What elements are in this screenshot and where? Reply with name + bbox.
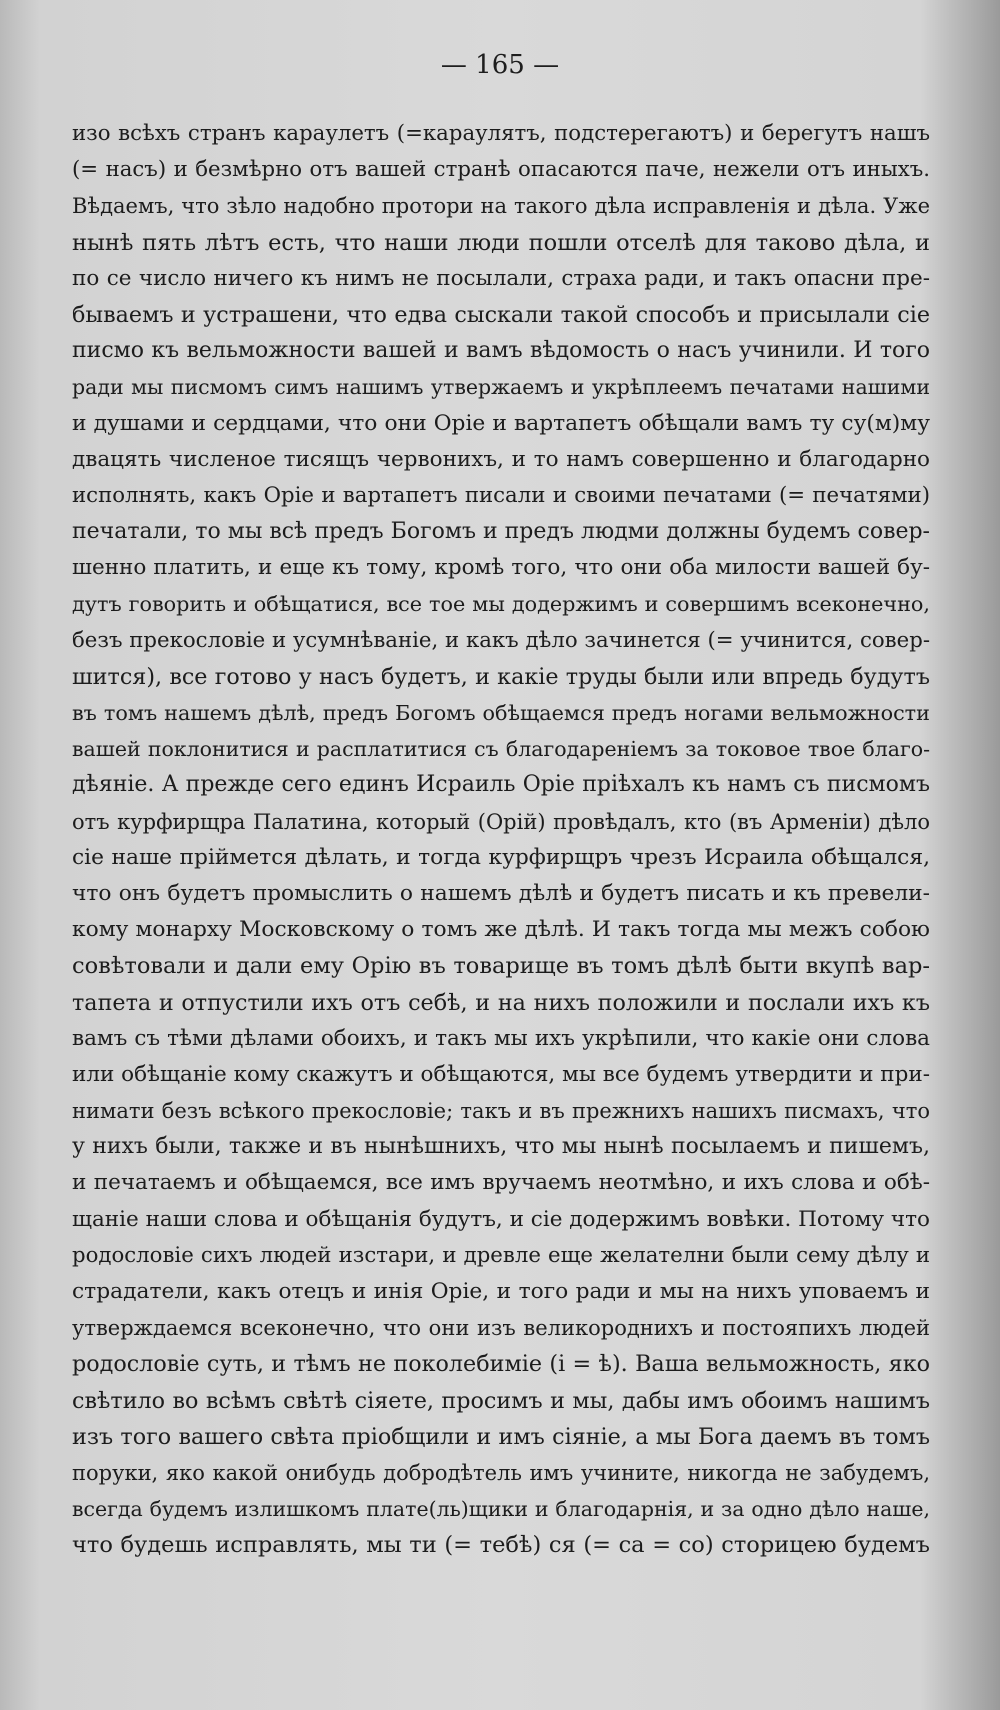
text-line: поруки, яко какой онибудь добродѣтель имъ учините, никогда не забудемъ, (72, 1460, 930, 1485)
text-line: сіе наше пріймется дѣлать, и тогда курфирщръ чрезъ Исраила обѣщался, (72, 844, 930, 870)
text-line: Вѣдаемъ, что зѣло надобно протори на такого дѣла исправленія и дѣла. Уже (72, 194, 930, 219)
text-line: и душами и сердцами, что они Оріе и вартапетъ обѣщали вамъ ту су(м)му (72, 410, 930, 436)
text-line: отъ курфирщра Палатина, который (Орій) провѣдалъ, кто (въ Арменіи) дѣло (72, 809, 930, 834)
text-line: у нихъ были, также и въ нынѣшнихъ, что мы нынѣ посылаемъ и пишемъ, (72, 1134, 930, 1160)
text-line: родословіе суть, и тѣмъ не поколебиміе (і = ѣ). Ваша вельможность, яко (72, 1351, 930, 1378)
text-line: дѣяніе. А прежде сего единъ Исраиль Оріе пріѣхалъ къ намъ съ писмомъ (72, 772, 930, 798)
text-line: шенно платить, и еще къ тому, кромѣ того, что они оба милости вашей бу- (72, 555, 930, 581)
text-line: страдатели, какъ отецъ и инія Оріе, и того ради и мы на нихъ уповаемъ и (72, 1279, 930, 1304)
text-line: изо всѣхъ странъ караулетъ (=караулятъ, подстерегаютъ) и берегутъ нашъ (72, 121, 930, 146)
text-line: въ томъ нашемъ дѣлѣ, предъ Богомъ обѣщаемся предъ ногами вельможности (72, 701, 930, 725)
text-line: или обѣщаніе кому скажутъ и обѣщаются, мы все будемъ утвердити и при- (72, 1061, 930, 1087)
page-number: — 165 — (440, 50, 560, 80)
text-line: (= насъ) и безмѣрно отъ вашей странѣ опасаются паче, нежели отъ иныхъ. (72, 157, 930, 183)
text-line: двацять численое тисящъ червонихъ, и то намъ совершенно и благодарно (72, 446, 930, 472)
text-line: что будешь исправлять, мы ти (= тебѣ) ся (= са = со) сторицею будемъ (72, 1532, 930, 1559)
text-line: бываемъ и устрашени, что едва сыскали такой способъ и присылали сіе (72, 301, 930, 328)
text-line: всегда будемъ излишкомъ плате(ль)щики и благодарнія, и за одно дѣло наше, (72, 1497, 930, 1522)
text-line: что онъ будетъ промыслить о нашемъ дѣлѣ и будетъ писать и къ превели- (72, 880, 930, 906)
text-line: по се число ничего къ нимъ не посылали, страха ради, и такъ опасни пре- (72, 265, 930, 291)
text-line: шится), все готово у насъ будетъ, и какіе труды были или впредь будутъ (72, 663, 930, 690)
text-line: вамъ съ тѣми дѣлами обоихъ, и такъ мы ихъ укрѣпили, что какіе они слова (72, 1025, 930, 1051)
text-line: безъ прекословіе и усумнѣваніе, и какъ дѣло зачинется (= учинится, совер- (72, 627, 930, 653)
body-text (72, 116, 930, 1564)
text-line: ради мы писмомъ симъ нашимъ утвержаемъ и укрѣплеемъ печатами нашими (72, 375, 930, 400)
text-line: и печатаемъ и обѣщаемся, все имъ вручаемъ неотмѣно, и ихъ слова и обѣ- (72, 1170, 930, 1196)
text-line: щаніе наши слова и обѣщанія будутъ, и сіе додержимъ вовѣки. Потому что (72, 1206, 930, 1232)
text-line: тапета и отпустили ихъ отъ себѣ, и на нихъ положили и послали ихъ къ (72, 989, 930, 1016)
text-line: изъ того вашего свѣта пріобщили и имъ сіяніе, а мы Бога даемъ въ томъ (72, 1423, 930, 1450)
text-line: вашей поклонитися и расплатитися съ благодареніемъ за токовое твое благо- (72, 737, 930, 762)
text-line: печатали, то мы всѣ предъ Богомъ и предъ людми должны будемъ совер- (72, 519, 930, 545)
text-line: родословіе сихъ людей изстари, и древле еще желателни были сему дѣлу и (72, 1242, 930, 1268)
text-line: дутъ говорить и обѣщатися, все тое мы додержимъ и совершимъ всеконечно, (72, 592, 930, 617)
text-line: писмо къ вельможности вашей и вамъ вѣдомость о насъ учинили. И того (72, 338, 930, 364)
text-line: свѣтило во всѣмъ свѣтѣ сіяете, просимъ и мы, дабы имъ обоимъ нашимъ (72, 1387, 930, 1414)
text-line: кому монарху Московскому о томъ же дѣлѣ. И такъ тогда мы межъ собою (72, 917, 930, 943)
text-line: нимати безъ всѣкого прекословіе; такъ и въ прежнихъ нашихъ писмахъ, что (72, 1099, 930, 1124)
text-line: нынѣ пять лѣтъ есть, что наши люди пошли отселѣ для таково дѣла, и (72, 229, 930, 256)
text-line: исполнять, какъ Оріе и вартапетъ писали и своими печатами (= печатями) (72, 482, 930, 508)
text-line: совѣтовали и дали ему Орію въ товарище въ томъ дѣлѣ быти вкупѣ вар- (72, 953, 930, 980)
text-line: утверждаемся всеконечно, что они изъ великороднихъ и постояпихъ людей (72, 1316, 930, 1341)
